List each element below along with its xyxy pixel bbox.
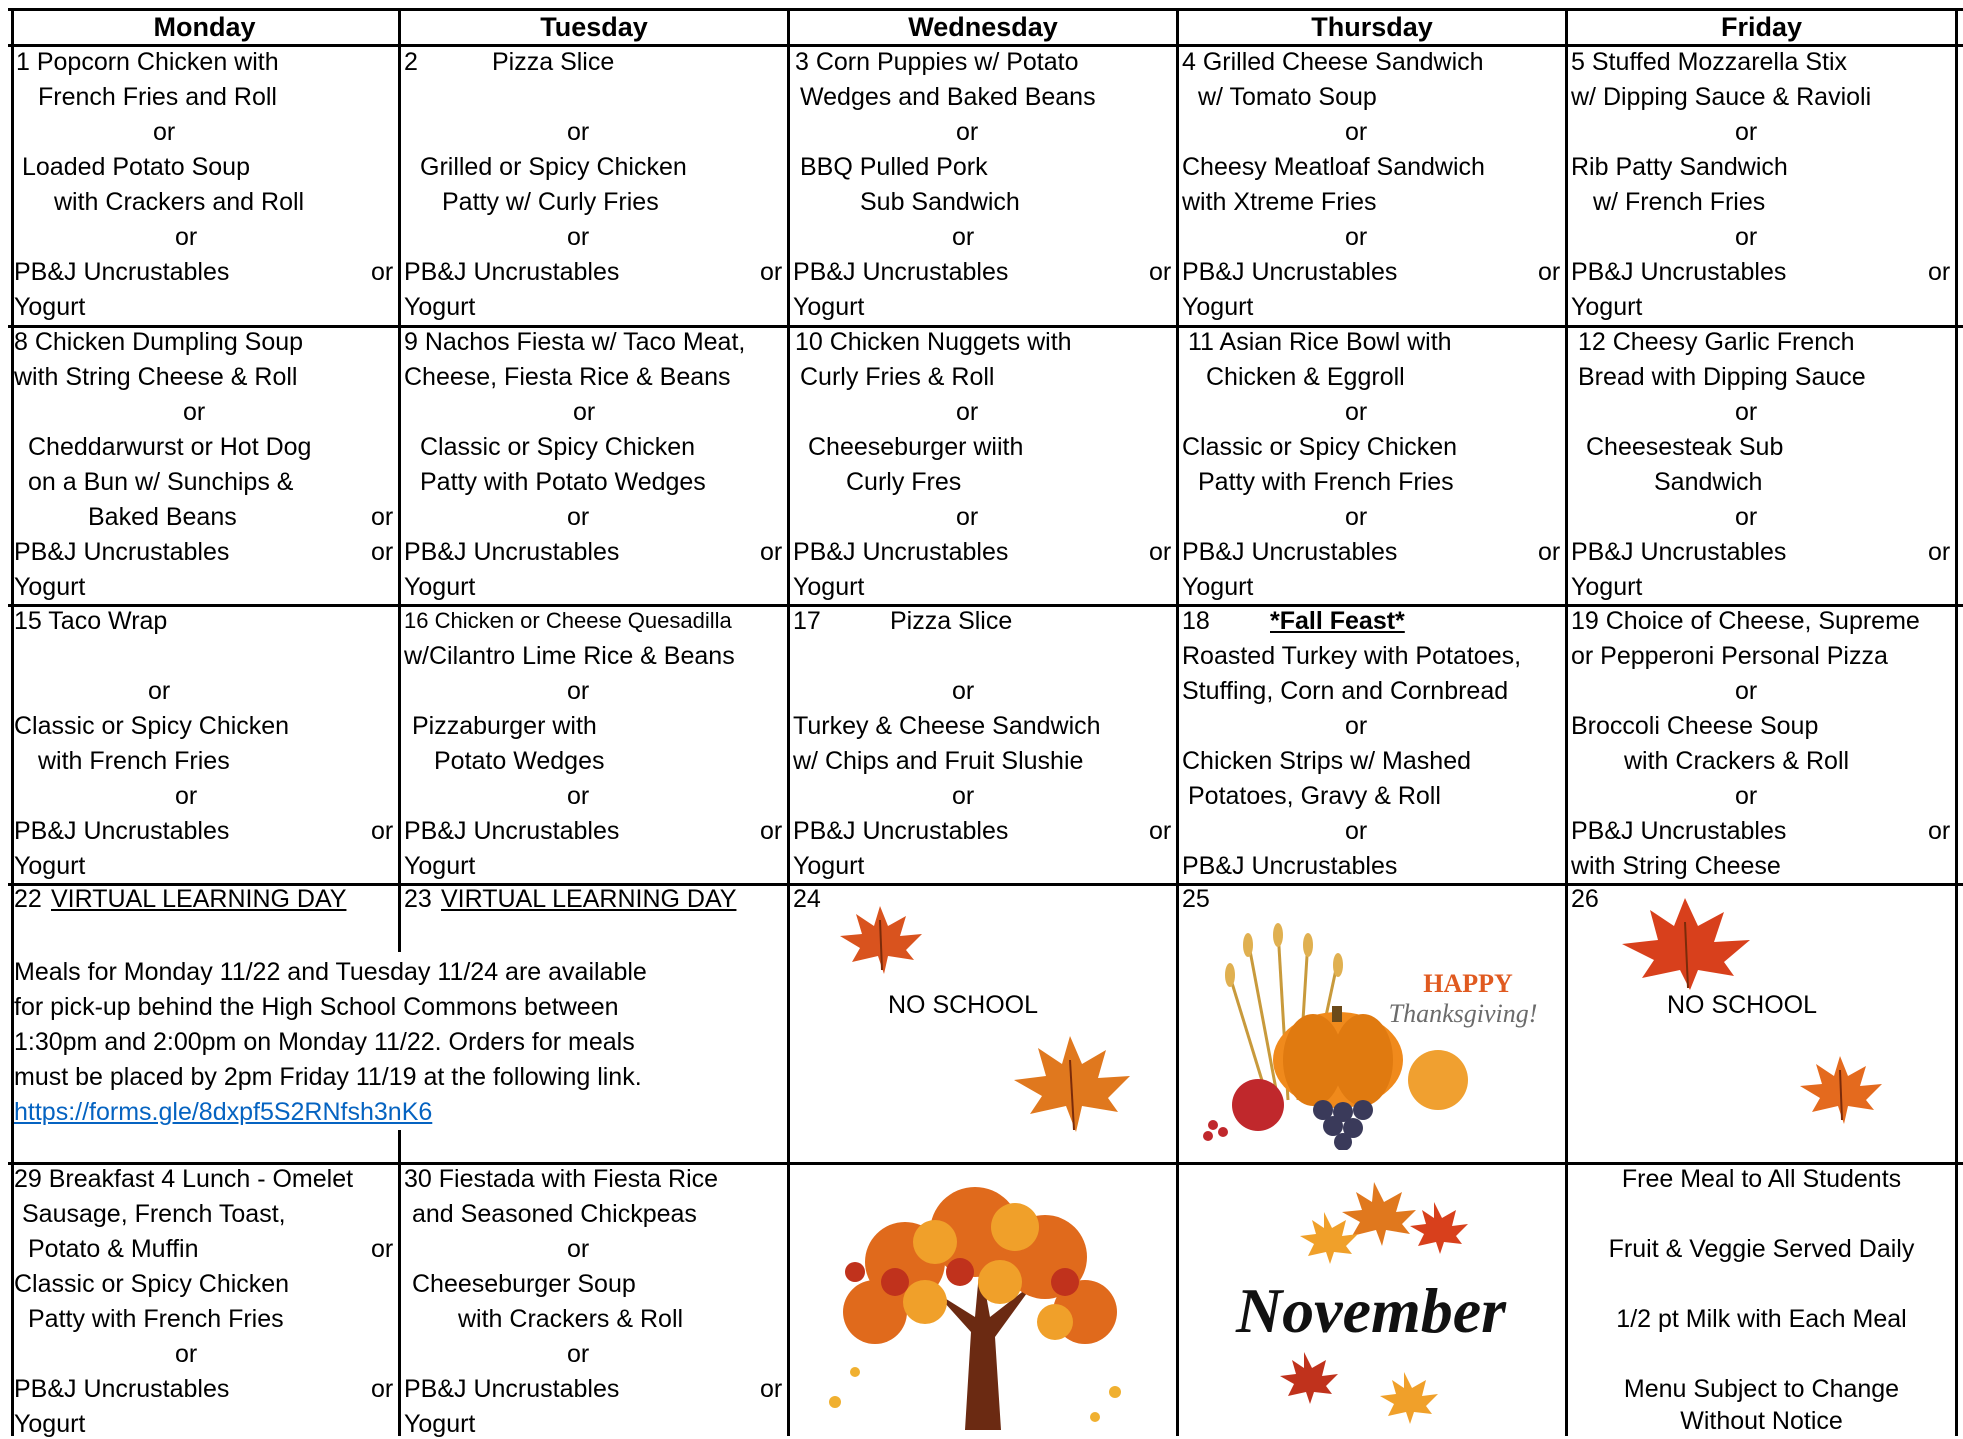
menu-line: with String Cheese & Roll bbox=[14, 363, 298, 391]
note-line: Free Meal to All Students bbox=[1621, 1165, 1902, 1193]
menu-line: Yogurt bbox=[1182, 293, 1254, 321]
menu-line: PB&J Uncrustables bbox=[1571, 817, 1787, 845]
date-number: 26 bbox=[1571, 885, 1599, 913]
or-label: or bbox=[567, 782, 590, 810]
menu-line: Bread with Dipping Sauce bbox=[1578, 363, 1866, 391]
menu-line: BBQ Pulled Pork bbox=[800, 153, 988, 181]
or-label: or bbox=[1345, 118, 1368, 146]
menu-line: Patty with French Fries bbox=[28, 1305, 284, 1333]
menu-line: Yogurt bbox=[1571, 293, 1643, 321]
menu-line: Potatoes, Gravy & Roll bbox=[1188, 782, 1441, 810]
or-label: or bbox=[175, 223, 198, 251]
note-line: Menu Subject to Change bbox=[1623, 1375, 1900, 1403]
or-label: or bbox=[1735, 677, 1758, 705]
menu-line: Cheeseburger wiith bbox=[808, 433, 1024, 461]
or-label: or bbox=[952, 677, 975, 705]
or-label: or bbox=[1735, 398, 1758, 426]
menu-line: PB&J Uncrustables bbox=[793, 258, 1009, 286]
or-label: or bbox=[760, 1375, 783, 1403]
header-monday: Monday bbox=[153, 12, 256, 42]
menu-line: Yogurt bbox=[404, 293, 476, 321]
menu-line: Potato & Muffin bbox=[28, 1235, 199, 1263]
menu-line: Yogurt bbox=[404, 1410, 476, 1438]
or-label: or bbox=[153, 118, 176, 146]
menu-line: Yogurt bbox=[793, 573, 865, 601]
menu-line: Sausage, French Toast, bbox=[22, 1200, 286, 1228]
or-label: or bbox=[956, 118, 979, 146]
menu-line: Yogurt bbox=[793, 293, 865, 321]
menu-line: Loaded Potato Soup bbox=[22, 153, 250, 181]
menu-line: Patty with French Fries bbox=[1198, 468, 1454, 496]
menu-line: or Pepperoni Personal Pizza bbox=[1571, 642, 1888, 670]
or-label: or bbox=[1538, 258, 1561, 286]
menu-line: PB&J Uncrustables bbox=[404, 1375, 620, 1403]
or-label: or bbox=[371, 817, 394, 845]
happy-text: HAPPY bbox=[1423, 969, 1513, 998]
or-label: or bbox=[567, 677, 590, 705]
menu-line: Pizza Slice bbox=[890, 607, 1013, 635]
menu-line: with String Cheese bbox=[1571, 852, 1781, 880]
header-friday: Friday bbox=[1720, 12, 1803, 42]
or-label: or bbox=[760, 817, 783, 845]
or-label: or bbox=[567, 223, 590, 251]
menu-line: PB&J Uncrustables bbox=[404, 258, 620, 286]
menu-line: Yogurt bbox=[14, 293, 86, 321]
menu-line: Classic or Spicy Chicken bbox=[1182, 433, 1458, 461]
or-label: or bbox=[567, 503, 590, 531]
maple-leaf-icon bbox=[1000, 1030, 1140, 1140]
menu-line: Wedges and Baked Beans bbox=[800, 83, 1096, 111]
date-number: 18 bbox=[1182, 607, 1210, 635]
menu-line: w/Cilantro Lime Rice & Beans bbox=[404, 642, 735, 670]
menu-line: 11 Asian Rice Bowl with bbox=[1188, 328, 1452, 356]
menu-line: Sub Sandwich bbox=[860, 188, 1020, 216]
or-label: or bbox=[1735, 503, 1758, 531]
or-label: or bbox=[1345, 503, 1368, 531]
or-label: or bbox=[956, 398, 979, 426]
note-line: Without Notice bbox=[1680, 1407, 1843, 1435]
date-number: 2 bbox=[404, 48, 418, 76]
date-number: 23 bbox=[404, 885, 432, 913]
notice-line: 1:30pm and 2:00pm on Monday 11/22. Orders for meals bbox=[14, 1028, 635, 1056]
or-label: or bbox=[1149, 817, 1172, 845]
virtual-learning-label: VIRTUAL LEARNING DAY bbox=[51, 885, 347, 913]
thanksgiving-harvest-image bbox=[1188, 900, 1558, 1150]
menu-line: 29 Breakfast 4 Lunch - Omelet bbox=[14, 1165, 354, 1193]
menu-line: Cheeseburger Soup bbox=[412, 1270, 636, 1298]
menu-line: PB&J Uncrustables bbox=[1182, 538, 1398, 566]
menu-line: PB&J Uncrustables bbox=[14, 817, 230, 845]
menu-line: Yogurt bbox=[14, 852, 86, 880]
november-graphic bbox=[1184, 1172, 1559, 1430]
menu-line: 16 Chicken or Cheese Quesadilla bbox=[404, 608, 732, 633]
maple-leaf-icon bbox=[830, 900, 930, 980]
notice-line: must be placed by 2pm Friday 11/19 at the following link. bbox=[14, 1063, 642, 1091]
menu-line: with Crackers and Roll bbox=[54, 188, 305, 216]
menu-line: French Fries and Roll bbox=[38, 83, 277, 111]
menu-line: Yogurt bbox=[404, 852, 476, 880]
menu-line: Rib Patty Sandwich bbox=[1571, 153, 1788, 181]
menu-line: Yogurt bbox=[14, 1410, 86, 1438]
menu-line: PB&J Uncrustables bbox=[793, 538, 1009, 566]
menu-line: PB&J Uncrustables bbox=[404, 817, 620, 845]
menu-line: Patty w/ Curly Fries bbox=[442, 188, 659, 216]
menu-line: 8 Chicken Dumpling Soup bbox=[14, 328, 304, 356]
or-label: or bbox=[573, 398, 596, 426]
menu-line: Curly Fries & Roll bbox=[800, 363, 995, 391]
date-number: 17 bbox=[793, 607, 821, 635]
menu-line: with Crackers & Roll bbox=[1624, 747, 1850, 775]
menu-line: PB&J Uncrustables bbox=[1571, 258, 1787, 286]
or-label: or bbox=[567, 1340, 590, 1368]
menu-line: Sandwich bbox=[1654, 468, 1763, 496]
menu-line: 9 Nachos Fiesta w/ Taco Meat, bbox=[404, 328, 746, 356]
or-label: or bbox=[371, 258, 394, 286]
menu-line: PB&J Uncrustables bbox=[14, 258, 230, 286]
menu-line: Curly Fres bbox=[846, 468, 962, 496]
menu-line: Potato Wedges bbox=[434, 747, 605, 775]
menu-line: w/ Dipping Sauce & Ravioli bbox=[1571, 83, 1872, 111]
or-label: or bbox=[371, 503, 394, 531]
or-label: or bbox=[567, 118, 590, 146]
menu-line: with Crackers & Roll bbox=[458, 1305, 684, 1333]
menu-line: Classic or Spicy Chicken bbox=[14, 712, 290, 740]
or-label: or bbox=[1928, 538, 1951, 566]
grid-line bbox=[1955, 8, 1958, 1436]
or-label: or bbox=[1928, 258, 1951, 286]
menu-line: Pizza Slice bbox=[492, 48, 615, 76]
menu-line: with Xtreme Fries bbox=[1182, 188, 1377, 216]
menu-line: PB&J Uncrustables bbox=[1182, 852, 1398, 880]
grid-line bbox=[1565, 8, 1568, 1436]
menu-line: and Seasoned Chickpeas bbox=[412, 1200, 697, 1228]
or-label: or bbox=[371, 1375, 394, 1403]
menu-line: with French Fries bbox=[38, 747, 230, 775]
menu-line: Broccoli Cheese Soup bbox=[1571, 712, 1819, 740]
maple-leaf-icon bbox=[1610, 892, 1760, 992]
menu-line: Patty with Potato Wedges bbox=[420, 468, 706, 496]
or-label: or bbox=[175, 1340, 198, 1368]
menu-line: Classic or Spicy Chicken bbox=[420, 433, 696, 461]
no-school-label: NO SCHOOL bbox=[888, 991, 1039, 1019]
header-wednesday: Wednesday bbox=[908, 12, 1058, 42]
or-label: or bbox=[1345, 223, 1368, 251]
fall-feast-title: *Fall Feast* bbox=[1270, 607, 1405, 635]
menu-line: Yogurt bbox=[793, 852, 865, 880]
menu-line: Cheese, Fiesta Rice & Beans bbox=[404, 363, 731, 391]
or-label: or bbox=[183, 398, 206, 426]
menu-line: w/ French Fries bbox=[1593, 188, 1766, 216]
notice-line: for pick-up behind the High School Commons between bbox=[14, 993, 619, 1021]
menu-line: 15 Taco Wrap bbox=[14, 607, 168, 635]
menu-line: 30 Fiestada with Fiesta Rice bbox=[404, 1165, 719, 1193]
menu-line: PB&J Uncrustables bbox=[793, 817, 1009, 845]
or-label: or bbox=[1345, 398, 1368, 426]
menu-line: w/ Tomato Soup bbox=[1198, 83, 1377, 111]
grid-line bbox=[398, 8, 401, 1436]
date-number: 25 bbox=[1182, 885, 1210, 913]
or-label: or bbox=[371, 1235, 394, 1263]
note-line: Fruit & Veggie Served Daily bbox=[1608, 1235, 1915, 1263]
menu-line: PB&J Uncrustables bbox=[14, 1375, 230, 1403]
menu-line: Stuffing, Corn and Cornbread bbox=[1182, 677, 1509, 705]
menu-line: 10 Chicken Nuggets with bbox=[795, 328, 1072, 356]
or-label: or bbox=[148, 677, 171, 705]
or-label: or bbox=[956, 503, 979, 531]
menu-line: PB&J Uncrustables bbox=[1571, 538, 1787, 566]
menu-line: Yogurt bbox=[404, 573, 476, 601]
menu-line: Chicken & Eggroll bbox=[1206, 363, 1405, 391]
date-number: 24 bbox=[793, 885, 821, 913]
or-label: or bbox=[952, 223, 975, 251]
header-thursday: Thursday bbox=[1311, 12, 1433, 42]
menu-line: PB&J Uncrustables bbox=[14, 538, 230, 566]
menu-line: Cheddarwurst or Hot Dog bbox=[28, 433, 312, 461]
november-text: November bbox=[1235, 1275, 1507, 1346]
or-label: or bbox=[1345, 712, 1368, 740]
or-label: or bbox=[1735, 118, 1758, 146]
or-label: or bbox=[1345, 817, 1368, 845]
or-label: or bbox=[567, 1235, 590, 1263]
menu-line: Yogurt bbox=[1571, 573, 1643, 601]
or-label: or bbox=[760, 258, 783, 286]
date-number: 22 bbox=[14, 885, 42, 913]
menu-line: Yogurt bbox=[14, 573, 86, 601]
menu-line: Yogurt bbox=[1182, 573, 1254, 601]
autumn-tree-image bbox=[795, 1172, 1170, 1430]
menu-line: 3 Corn Puppies w/ Potato bbox=[795, 48, 1079, 76]
virtual-learning-label: VIRTUAL LEARNING DAY bbox=[441, 885, 737, 913]
menu-line: Roasted Turkey with Potatoes, bbox=[1182, 642, 1522, 670]
order-form-link[interactable]: https://forms.gle/8dxpf5S2RNfsh3nK6 bbox=[14, 1098, 433, 1126]
menu-line: 4 Grilled Cheese Sandwich bbox=[1182, 48, 1484, 76]
menu-line: 12 Cheesy Garlic French bbox=[1578, 328, 1855, 356]
menu-line: 5 Stuffed Mozzarella Stix bbox=[1571, 48, 1848, 76]
or-label: or bbox=[1538, 538, 1561, 566]
header-tuesday: Tuesday bbox=[540, 12, 648, 42]
maple-leaf-icon bbox=[1790, 1050, 1890, 1130]
menu-line: Baked Beans bbox=[88, 503, 237, 531]
or-label: or bbox=[1735, 223, 1758, 251]
or-label: or bbox=[1149, 258, 1172, 286]
or-label: or bbox=[371, 538, 394, 566]
note-line: 1/2 pt Milk with Each Meal bbox=[1616, 1305, 1907, 1333]
or-label: or bbox=[760, 538, 783, 566]
menu-line: 19 Choice of Cheese, Supreme bbox=[1571, 607, 1920, 635]
notice-line: Meals for Monday 11/22 and Tuesday 11/24 are available bbox=[14, 958, 647, 986]
or-label: or bbox=[1928, 817, 1951, 845]
menu-line: 1 Popcorn Chicken with bbox=[16, 48, 279, 76]
menu-line: w/ Chips and Fruit Slushie bbox=[793, 747, 1084, 775]
menu-line: PB&J Uncrustables bbox=[404, 538, 620, 566]
menu-line: Chicken Strips w/ Mashed bbox=[1182, 747, 1472, 775]
menu-line: PB&J Uncrustables bbox=[1182, 258, 1398, 286]
thanksgiving-text: Thanksgiving! bbox=[1388, 999, 1538, 1028]
menu-line: Cheesesteak Sub bbox=[1586, 433, 1784, 461]
grid-line bbox=[787, 8, 790, 1436]
menu-line: Grilled or Spicy Chicken bbox=[420, 153, 687, 181]
menu-line: Cheesy Meatloaf Sandwich bbox=[1182, 153, 1485, 181]
no-school-label: NO SCHOOL bbox=[1667, 991, 1818, 1019]
menu-line: Turkey & Cheese Sandwich bbox=[793, 712, 1101, 740]
menu-line: Classic or Spicy Chicken bbox=[14, 1270, 290, 1298]
or-label: or bbox=[1149, 538, 1172, 566]
or-label: or bbox=[175, 782, 198, 810]
menu-line: on a Bun w/ Sunchips & bbox=[28, 468, 294, 496]
or-label: or bbox=[952, 782, 975, 810]
grid-line bbox=[1176, 8, 1179, 1436]
menu-line: Pizzaburger with bbox=[412, 712, 597, 740]
or-label: or bbox=[1735, 782, 1758, 810]
